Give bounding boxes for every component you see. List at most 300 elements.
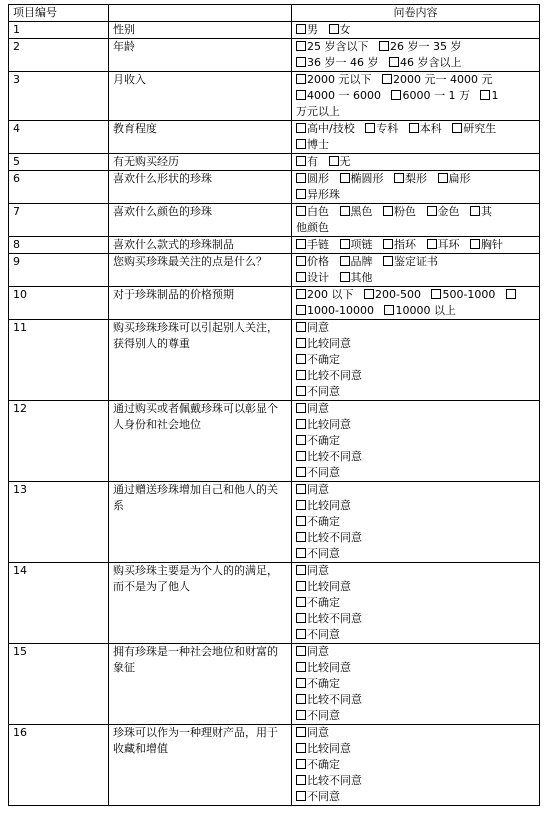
checkbox-icon[interactable] [296, 57, 306, 67]
option[interactable] [296, 726, 329, 739]
table-row [9, 254, 540, 287]
option-line [296, 595, 535, 611]
checkbox-icon[interactable] [296, 74, 306, 84]
item-number: 15 [9, 644, 109, 725]
option-line [296, 498, 535, 514]
checkbox-icon[interactable] [296, 354, 306, 364]
option-line [296, 237, 535, 253]
option-line [296, 270, 535, 286]
question-text: 购买珍珠主要是为个人的的满足，而不是为了他人 [109, 563, 292, 644]
option-label: 梨形 [405, 172, 427, 185]
option[interactable] [296, 531, 362, 544]
option-line [296, 660, 535, 676]
checkbox-icon[interactable] [480, 90, 490, 100]
option[interactable] [391, 89, 469, 102]
option-label: 不同意 [307, 790, 340, 803]
checkbox-icon[interactable] [296, 565, 306, 575]
option-line [296, 303, 535, 319]
option-line [296, 514, 535, 530]
answer-options [292, 644, 540, 725]
item-number: 9 [9, 254, 109, 287]
option[interactable] [340, 255, 373, 268]
answer-options [292, 204, 540, 237]
option-line [296, 39, 535, 55]
checkbox-icon[interactable] [379, 41, 389, 51]
option-line [296, 187, 535, 203]
checkbox-icon[interactable] [296, 139, 306, 149]
checkbox-icon[interactable] [329, 24, 339, 34]
option-label: 博士 [307, 138, 329, 151]
question-text: 购买珍珠珍珠可以引起别人关注，获得别人的尊重 [109, 320, 292, 401]
option-label: 同意 [307, 483, 329, 496]
option-line [296, 644, 535, 660]
option-line [296, 741, 535, 757]
checkbox-icon[interactable] [383, 239, 393, 249]
option-label: 2000 元以下 [307, 73, 372, 86]
checkbox-icon[interactable] [296, 189, 306, 199]
option-line [296, 352, 535, 368]
option[interactable] [383, 205, 416, 218]
option-line [296, 757, 535, 773]
option-line [296, 563, 535, 579]
option-line [296, 154, 535, 170]
question-text: 您购买珍珠最关注的点是什么？ [109, 254, 292, 287]
option[interactable] [296, 304, 374, 317]
option[interactable] [329, 155, 351, 168]
checkbox-icon[interactable] [296, 532, 306, 542]
option-line [296, 320, 535, 336]
option[interactable] [296, 205, 329, 218]
option[interactable] [296, 450, 362, 463]
checkbox-icon[interactable] [296, 516, 306, 526]
option[interactable] [296, 337, 351, 350]
checkbox-icon[interactable] [296, 123, 306, 133]
item-number: 10 [9, 287, 109, 320]
checkbox-icon[interactable] [296, 386, 306, 396]
option[interactable] [296, 188, 340, 201]
checkbox-icon[interactable] [296, 206, 306, 216]
option-label: 比较不同意 [307, 774, 362, 787]
option[interactable] [389, 56, 462, 69]
question-text: 喜欢什么颜色的珍珠 [109, 204, 292, 237]
question-text: 喜欢什么款式的珍珠制品 [109, 237, 292, 254]
checkbox-icon[interactable] [389, 57, 399, 67]
option[interactable] [296, 89, 381, 102]
option-line [296, 336, 535, 352]
option-line [296, 433, 535, 449]
questionnaire-table [8, 4, 540, 806]
option[interactable] [383, 255, 438, 268]
checkbox-icon[interactable] [329, 156, 339, 166]
option[interactable] [296, 677, 340, 690]
option[interactable] [296, 40, 369, 53]
option-label: 不确定 [307, 434, 340, 447]
option-label: 500-1000 [442, 288, 496, 301]
table-row [9, 563, 540, 644]
option[interactable] [296, 499, 351, 512]
checkbox-icon[interactable] [296, 272, 306, 282]
option[interactable] [296, 353, 340, 366]
option[interactable] [383, 238, 416, 251]
table-row [9, 644, 540, 725]
option-label: 不同意 [307, 385, 340, 398]
checkbox-icon[interactable] [340, 272, 350, 282]
option-line [296, 104, 535, 120]
option-label: 200-500 [375, 288, 421, 301]
checkbox-icon[interactable] [340, 256, 350, 266]
option[interactable] [296, 466, 340, 479]
option-line [296, 692, 535, 708]
option-label: 不同意 [307, 709, 340, 722]
option[interactable] [427, 205, 460, 218]
option-label: 比较不同意 [307, 693, 362, 706]
item-number: 12 [9, 401, 109, 482]
option-label: 项链 [350, 238, 373, 251]
option-label: 不同意 [307, 466, 340, 479]
checkbox-icon[interactable] [391, 90, 401, 100]
option-label: 不确定 [307, 677, 340, 690]
option-label: 同意 [307, 564, 329, 577]
option[interactable] [329, 23, 351, 36]
option[interactable] [340, 172, 384, 185]
option-label: 26 岁一 35 岁 [390, 40, 462, 53]
option[interactable] [296, 564, 329, 577]
checkbox-icon[interactable] [296, 338, 306, 348]
checkbox-icon[interactable] [296, 694, 306, 704]
option-line [296, 611, 535, 627]
item-number: 4 [9, 121, 109, 154]
option[interactable] [296, 288, 354, 301]
checkbox-icon[interactable] [340, 239, 350, 249]
option-label: 同意 [307, 645, 329, 658]
checkbox-icon[interactable] [296, 710, 306, 720]
option[interactable] [296, 155, 318, 168]
option[interactable] [296, 790, 340, 803]
option-line [296, 121, 535, 137]
checkbox-icon[interactable] [409, 123, 419, 133]
checkbox-icon[interactable] [296, 597, 306, 607]
option-label: 1 [491, 89, 499, 102]
option-line [296, 676, 535, 692]
option-label: 研究生 [463, 122, 497, 135]
option[interactable] [296, 73, 372, 86]
checkbox-icon[interactable] [296, 403, 306, 413]
option-line [296, 773, 535, 789]
table-row [9, 154, 540, 171]
checkbox-icon[interactable] [296, 467, 306, 477]
option-label: 黑色 [350, 205, 373, 218]
option-label: 同意 [307, 321, 329, 334]
checkbox-icon[interactable] [365, 123, 375, 133]
option-label: 不同意 [307, 628, 340, 641]
option[interactable] [340, 271, 373, 284]
option[interactable] [470, 238, 503, 251]
option-line [296, 449, 535, 465]
checkbox-icon[interactable] [296, 662, 306, 672]
answer-options [292, 171, 540, 204]
option-label: 25 岁含以下 [307, 40, 369, 53]
option-line [296, 254, 535, 270]
checkbox-icon[interactable] [296, 791, 306, 801]
option-label: 本科 [419, 122, 442, 135]
option[interactable] [394, 172, 427, 185]
option-line [296, 627, 535, 643]
checkbox-icon[interactable] [340, 173, 350, 183]
option-line [296, 417, 535, 433]
option[interactable] [364, 288, 421, 301]
option-line [296, 220, 535, 236]
checkbox-icon[interactable] [296, 305, 306, 315]
option[interactable] [296, 122, 355, 135]
option[interactable] [296, 628, 340, 641]
checkbox-icon[interactable] [296, 322, 306, 332]
answer-options [292, 320, 540, 401]
header-row [9, 5, 540, 22]
checkbox-icon[interactable] [431, 289, 441, 299]
checkbox-icon[interactable] [296, 629, 306, 639]
option[interactable] [431, 288, 495, 301]
checkbox-icon[interactable] [384, 305, 394, 315]
option-label: 同意 [307, 402, 329, 415]
option-label: 手链 [307, 238, 329, 251]
option[interactable] [296, 172, 329, 185]
checkbox-icon[interactable] [296, 256, 306, 266]
option-label: 200 以下 [307, 288, 354, 301]
checkbox-icon[interactable] [296, 239, 306, 249]
table-row [9, 401, 540, 482]
option-label: 鉴定证书 [394, 255, 438, 268]
option-line [296, 401, 535, 417]
option[interactable] [296, 255, 329, 268]
option[interactable] [296, 693, 362, 706]
option-label: 他颜色 [296, 221, 329, 234]
option-line [296, 579, 535, 595]
checkbox-icon[interactable] [296, 451, 306, 461]
option[interactable] [296, 369, 362, 382]
option[interactable] [296, 105, 340, 118]
table-row [9, 204, 540, 237]
option[interactable] [296, 515, 340, 528]
option-label: 比较不同意 [307, 369, 362, 382]
option[interactable] [379, 40, 461, 53]
checkbox-icon[interactable] [296, 370, 306, 380]
checkbox-icon[interactable] [296, 90, 306, 100]
option[interactable] [296, 483, 329, 496]
option-label: 比较不同意 [307, 450, 362, 463]
option-label: 不确定 [307, 596, 340, 609]
option[interactable] [296, 547, 340, 560]
checkbox-icon[interactable] [470, 206, 480, 216]
answer-options [292, 237, 540, 254]
checkbox-icon[interactable] [470, 239, 480, 249]
option-line [296, 546, 535, 562]
checkbox-icon[interactable] [296, 581, 306, 591]
checkbox-icon[interactable] [296, 548, 306, 558]
option[interactable] [384, 304, 456, 317]
answer-options [292, 401, 540, 482]
option[interactable] [296, 742, 351, 755]
checkbox-icon[interactable] [296, 759, 306, 769]
checkbox-icon[interactable] [296, 500, 306, 510]
option-label: 男 [307, 23, 318, 36]
option-label: 46 岁含以上 [399, 56, 462, 69]
option[interactable] [296, 138, 329, 151]
option[interactable] [480, 89, 498, 102]
question-text: 喜欢什么形状的珍珠 [109, 171, 292, 204]
option-label: 有 [307, 155, 318, 168]
option-label: 品牌 [350, 255, 373, 268]
option-label: 比较同意 [307, 580, 351, 593]
answer-options [292, 72, 540, 121]
option-line [296, 708, 535, 724]
answer-options [292, 287, 540, 320]
option-label: 不确定 [307, 758, 340, 771]
option[interactable] [296, 774, 362, 787]
checkbox-icon[interactable] [383, 206, 393, 216]
answer-options [292, 254, 540, 287]
checkbox-icon[interactable] [427, 239, 437, 249]
option-line [296, 171, 535, 187]
checkbox-icon[interactable] [296, 24, 306, 34]
option-label: 比较同意 [307, 661, 351, 674]
checkbox-icon[interactable] [296, 289, 306, 299]
checkbox-icon[interactable] [382, 74, 392, 84]
option-label: 椭圆形 [350, 172, 384, 185]
option[interactable] [296, 385, 340, 398]
option-label: 女 [339, 23, 351, 36]
option-line [296, 482, 535, 498]
option-label: 扁形 [448, 172, 471, 185]
item-number: 3 [9, 72, 109, 121]
option[interactable] [438, 172, 471, 185]
table-row [9, 72, 540, 121]
option[interactable] [296, 321, 329, 334]
table-row [9, 121, 540, 154]
item-number: 13 [9, 482, 109, 563]
option-line [296, 384, 535, 400]
option-label: 耳环 [437, 238, 460, 251]
option-label: 异形珠 [307, 188, 340, 201]
option[interactable] [382, 73, 492, 86]
option[interactable] [506, 288, 517, 301]
option-label: 粉色 [394, 205, 416, 218]
option[interactable] [296, 402, 329, 415]
checkbox-icon[interactable] [427, 206, 437, 216]
option-label: 1000-10000 [307, 304, 374, 317]
header-content: 问卷内容 [292, 5, 540, 22]
checkbox-icon[interactable] [296, 156, 306, 166]
checkbox-icon[interactable] [364, 289, 374, 299]
option-label: 价格 [307, 255, 329, 268]
checkbox-icon[interactable] [394, 173, 404, 183]
option[interactable] [296, 238, 329, 251]
answer-options [292, 121, 540, 154]
checkbox-icon[interactable] [452, 123, 462, 133]
checkbox-icon[interactable] [383, 256, 393, 266]
checkbox-icon[interactable] [296, 435, 306, 445]
checkbox-icon[interactable] [296, 613, 306, 623]
checkbox-icon[interactable] [296, 646, 306, 656]
option-label: 比较不同意 [307, 612, 362, 625]
option[interactable] [296, 758, 340, 771]
option-label: 不确定 [307, 353, 340, 366]
answer-options [292, 482, 540, 563]
table-row [9, 22, 540, 39]
item-number: 14 [9, 563, 109, 644]
option[interactable] [427, 238, 460, 251]
option[interactable] [296, 596, 340, 609]
option[interactable] [452, 122, 496, 135]
option[interactable] [470, 205, 492, 218]
checkbox-icon[interactable] [296, 419, 306, 429]
question-text: 通过购买或者佩戴珍珠可以彰显个人身份和社会地位 [109, 401, 292, 482]
checkbox-icon[interactable] [438, 173, 448, 183]
option-label: 10000 以上 [395, 304, 456, 317]
option[interactable] [340, 205, 373, 218]
option[interactable] [296, 645, 329, 658]
checkbox-icon[interactable] [296, 727, 306, 737]
option[interactable] [340, 238, 373, 251]
item-number: 2 [9, 39, 109, 72]
option-label: 其他 [350, 271, 373, 284]
checkbox-icon[interactable] [296, 41, 306, 51]
table-row [9, 725, 540, 806]
option-label: 比较同意 [307, 418, 351, 431]
option[interactable] [296, 271, 329, 284]
checkbox-icon[interactable] [340, 206, 350, 216]
table-row [9, 39, 540, 72]
option[interactable] [296, 580, 351, 593]
option-label: 同意 [307, 726, 329, 739]
option[interactable] [296, 709, 340, 722]
answer-options [292, 725, 540, 806]
question-text: 月收入 [109, 72, 292, 121]
option-label: 2000 元一 4000 元 [393, 73, 493, 86]
table-row [9, 237, 540, 254]
option[interactable] [296, 612, 362, 625]
table-row [9, 287, 540, 320]
option-label: 不同意 [307, 547, 340, 560]
item-number: 1 [9, 22, 109, 39]
option[interactable] [296, 23, 318, 36]
option-label: 比较同意 [307, 499, 351, 512]
item-number: 16 [9, 725, 109, 806]
option[interactable] [296, 418, 351, 431]
checkbox-icon[interactable] [506, 289, 516, 299]
option-label: 金色 [437, 205, 460, 218]
option[interactable] [296, 56, 378, 69]
question-text: 拥有珍珠是一种社会地位和财富的象征 [109, 644, 292, 725]
question-text: 通过赠送珍珠增加自己和他人的关系 [109, 482, 292, 563]
question-text: 性别 [109, 22, 292, 39]
answer-options [292, 563, 540, 644]
option[interactable] [296, 434, 340, 447]
question-text: 教育程度 [109, 121, 292, 154]
checkbox-icon[interactable] [296, 678, 306, 688]
option[interactable] [296, 661, 351, 674]
option-label: 无 [339, 155, 351, 168]
option[interactable] [365, 122, 398, 135]
checkbox-icon[interactable] [296, 775, 306, 785]
option[interactable] [409, 122, 442, 135]
checkbox-icon[interactable] [296, 743, 306, 753]
question-text: 有无购买经历 [109, 154, 292, 171]
option-label: 胸针 [481, 238, 503, 251]
checkbox-icon[interactable] [296, 484, 306, 494]
checkbox-icon[interactable] [296, 173, 306, 183]
option[interactable] [296, 221, 329, 234]
answer-options [292, 22, 540, 39]
